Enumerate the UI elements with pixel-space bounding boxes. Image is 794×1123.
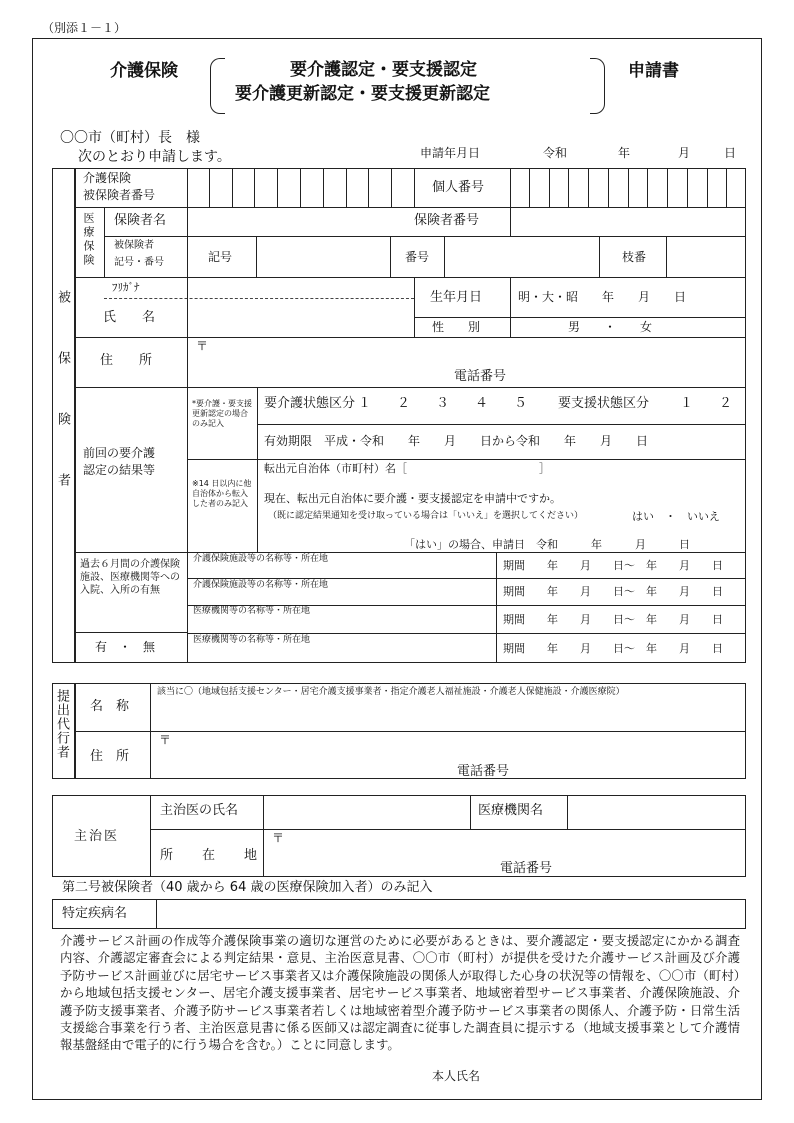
previous-label-2: 認定の結果等 — [83, 463, 156, 477]
insurer-name-field[interactable] — [188, 208, 396, 236]
insurer-number-field[interactable] — [511, 208, 745, 236]
title-left: 介護保険 — [110, 61, 178, 81]
care-level-label: 要介護状態区分 — [264, 396, 356, 411]
title-line1: 要介護認定・要支援認定 — [290, 60, 477, 80]
support-level-values[interactable]: １ ２ — [680, 396, 733, 411]
personal-number-boxes[interactable] — [510, 168, 746, 207]
transfer-question: 現在、転出元自治体に要介護・要支援認定を申請中ですか。 — [264, 492, 561, 505]
facility-name-4: 医療機関等の名称等・所在地 — [193, 635, 311, 645]
agent-address-field[interactable] — [172, 734, 738, 760]
number-field[interactable] — [445, 237, 598, 276]
transfer-note: ※14 日以内に他自治体から転入した者のみ記入 — [192, 479, 252, 508]
facility-name-2: 介護保険施設等の名称等・所在地 — [193, 580, 329, 590]
transfer-note-2: （既に認定結果通知を受け取っている場合は「いいえ」を選択してください） — [268, 511, 584, 521]
facility-period-3[interactable]: 期間 年 月 日～ 年 月 日 — [503, 613, 723, 626]
signature-label: 本人氏名 — [432, 1069, 481, 1083]
insurer-name-label: 保険者名 — [114, 213, 167, 228]
dob-label: 生年月日 — [430, 290, 483, 305]
disease-label: 特定疾病名 — [62, 906, 128, 921]
application-date-day: 日 — [724, 146, 737, 160]
title-right: 申請書 — [628, 61, 679, 81]
address-field[interactable] — [210, 340, 740, 368]
branch-label: 枝番 — [622, 250, 647, 264]
application-date-year: 年 — [618, 146, 631, 160]
title-bracket-left — [210, 58, 225, 114]
agent-section-label: 提出代行者 — [54, 689, 69, 759]
previous-label-1: 前回の要介護 — [83, 446, 156, 460]
consent-text: 介護サービス計画の作成等介護保険事業の適切な運営のために必要があるときは、要介護認定・要支援認定にかかる調査内容、介護認定審査会による判定結果・意見、主治医意見書、〇〇市（町村）が提供を受けた介護サービス計画及び介護予防サービス計画並びに居宅サービス事業者又は介護保険施設の関係人が取得した心身の状況等の情報を、〇〇市（町村）から地域包括支援センター、居宅介護支援事業者、居宅サービス事業者、地域密着型サービス事業者、介護保険施設、介護予防支援事業者、介護予防サービス事業者若しくは地域密着型介護予防サービス事業者の関係人、介護予防・日常生活支援総合事業を行う者、主治医意見書に係る医師又は認定調査に従事した調査員に提示する（地域支援事業として介護情報基盤経由で電子的に行う場合を含む。）ことに同意します。 — [60, 933, 740, 1053]
address-postal-mark: 〒 — [196, 339, 209, 353]
symbol-label: 記号 — [208, 250, 233, 264]
facility-period-2[interactable]: 期間 年 月 日～ 年 月 日 — [503, 585, 723, 598]
valid-period[interactable]: 有効期限 平成・令和 年 月 日から令和 年 月 日 — [264, 434, 649, 448]
signature-field[interactable] — [495, 1064, 745, 1086]
care-level-values[interactable]: １ ２ ３ ４ ５ — [358, 396, 528, 411]
doctor-name-label: 主治医の氏名 — [160, 803, 239, 818]
agent-address-label: 住 所 — [90, 749, 130, 764]
doctor-section-label: 主治医 — [74, 829, 120, 844]
medical-label: 医療保険 — [82, 212, 95, 268]
insured-section-label: 被保険者 — [55, 290, 70, 534]
furigana-field[interactable] — [188, 278, 413, 297]
addressee: 〇〇市（町村）長 様 — [60, 130, 200, 146]
institution-label: 医療機関名 — [478, 803, 544, 818]
personal-number-label: 個人番号 — [432, 180, 485, 195]
disease-field[interactable] — [158, 901, 743, 927]
application-date-month: 月 — [678, 146, 691, 160]
previous-municipality[interactable]: 転出元自治体（市町村）名［ ］ — [264, 462, 550, 475]
facility-period-4[interactable]: 期間 年 月 日～ 年 月 日 — [503, 642, 723, 655]
facility-label: 過去６月間の介護保険施設、医療機関等への入院、入所の有無 — [80, 559, 180, 596]
branch-field[interactable] — [667, 237, 745, 276]
insurer-number-label: 保険者番号 — [414, 213, 480, 228]
institution-field[interactable] — [568, 796, 744, 828]
support-level-label: 要支援状態区分 — [558, 396, 650, 411]
agent-name-field[interactable] — [152, 702, 742, 730]
doctor-phone-label: 電話番号 — [500, 861, 553, 876]
ins-number-boxes[interactable] — [187, 168, 415, 207]
insured-symbol-label-1: 被保険者 — [114, 240, 154, 251]
agent-postal-mark: 〒 — [159, 733, 172, 747]
transfer-if-yes[interactable]: 「はい」の場合、申請日 令和 年 月 日 — [404, 538, 690, 551]
agent-name-label: 名 称 — [90, 699, 130, 714]
title-line2: 要介護更新認定・要支援更新認定 — [235, 84, 490, 104]
application-date-label: 申請年月日 — [420, 146, 481, 160]
sex-label: 性 別 — [432, 320, 481, 334]
annex-label: （別添１－１） — [42, 21, 127, 35]
facility-name-1: 介護保険施設等の名称等・所在地 — [193, 554, 329, 564]
doctor-postal-mark: 〒 — [272, 831, 285, 845]
facility-period-1[interactable]: 期間 年 月 日～ 年 月 日 — [503, 559, 723, 572]
agent-applicable-note[interactable]: 該当に〇（地域包括支援センター・居宅介護支援事業者・指定介護老人福祉施設・介護老人保健施設・介護医療院） — [157, 687, 625, 697]
furigana-label: ﾌﾘｶﾞﾅ — [112, 281, 140, 294]
dob-value[interactable]: 明・大・昭 年 月 日 — [518, 290, 687, 304]
symbol-field[interactable] — [257, 237, 389, 276]
doctor-address-label: 所 在 地 — [160, 848, 259, 863]
facility-name-3: 医療機関等の名称等・所在地 — [193, 606, 311, 616]
address-label: 住 所 — [100, 353, 153, 368]
name-label: 氏 名 — [103, 310, 156, 325]
application-date-era: 令和 — [543, 146, 568, 160]
sex-value[interactable]: 男 ・ 女 — [568, 320, 653, 334]
second-insured-note: 第二号被保険者（40 歳から 64 歳の医療保険加入者）のみ記入 — [62, 880, 433, 895]
number-label: 番号 — [405, 250, 430, 264]
intro-text: 次のとおり申請します。 — [78, 149, 231, 165]
facility-presence[interactable]: 有 ・ 無 — [95, 640, 156, 654]
address-phone-label: 電話番号 — [454, 369, 507, 384]
transfer-answer[interactable]: はい ・ いいえ — [632, 510, 720, 523]
renewal-note: *要介護・要支援更新認定の場合のみ記入 — [192, 399, 252, 428]
agent-phone-label: 電話番号 — [457, 764, 510, 779]
doctor-name-field[interactable] — [264, 796, 469, 828]
name-field[interactable] — [188, 300, 413, 336]
ins-number-label-2: 被保険者番号 — [83, 188, 156, 202]
ins-number-label-1: 介護保険 — [83, 171, 132, 185]
insured-symbol-label-2: 記号・番号 — [114, 257, 164, 268]
doctor-address-field[interactable] — [286, 832, 741, 858]
title-bracket-right — [590, 58, 605, 114]
